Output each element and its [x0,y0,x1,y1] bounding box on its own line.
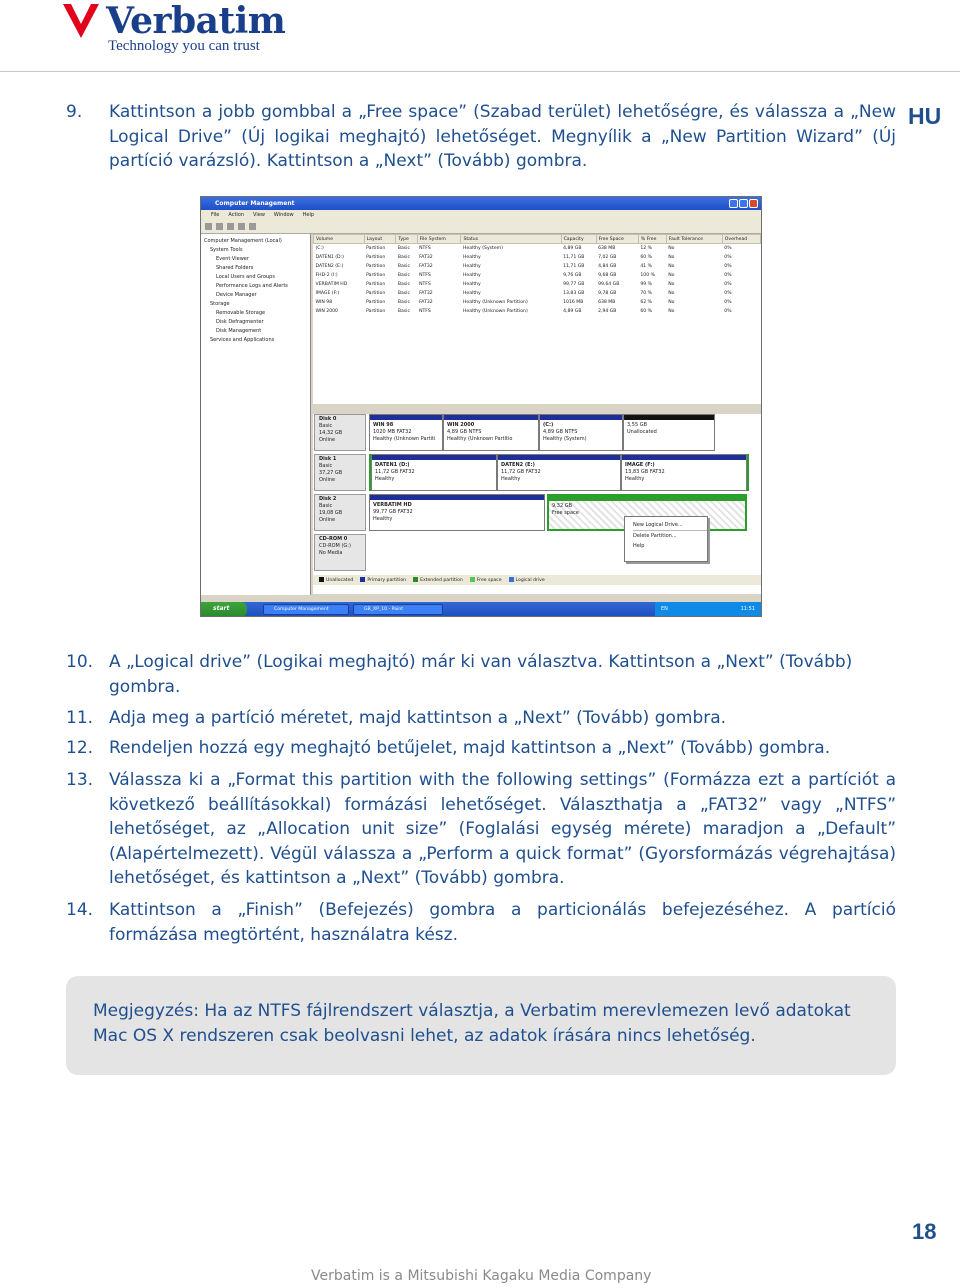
taskbar [201,602,761,617]
step-number: 12. [66,738,94,758]
table-cell: NTFS [419,272,431,278]
table-cell: WIN 2000 [315,308,338,314]
table-cell: No [668,281,675,287]
disk-graphical-view [313,414,761,594]
table-cell: 0% [724,281,732,287]
table-cell: FAT32 [419,263,433,269]
column-header[interactable]: Type [396,235,417,244]
verbatim-logo-mark-icon [60,2,102,42]
window-titlebar [201,197,761,210]
step-text: Rendeljen hozzá egy meghajtó betűjelet, majd kattintson a „Next” (Tovább) gombra. [109,738,831,758]
free-space-block: 9,32 GB Free space [547,494,747,531]
context-menu [624,516,708,562]
table-cell: 4,89 GB [563,308,582,314]
table-cell: (C:) [315,245,324,251]
partition-block: IMAGE (F:) 13,83 GB FAT32 Healthy [621,454,747,491]
table-cell: Healthy (Unknown Partition) [462,299,528,305]
header-divider [0,71,960,72]
table-cell: WIN 98 [315,299,333,305]
table-cell: 70 % [640,290,653,296]
table-cell: 41 % [640,263,653,269]
brand-tagline: Technology you can trust [108,38,260,54]
table-cell: 12 % [640,245,653,251]
taskbar-button[interactable]: GB_XP_10 - Paint [353,604,443,615]
table-cell: 0% [724,308,732,314]
step-text: Válassza ki a „Format this partition with the following settings” (Formázza ezt a partíciót a következő beállításokkal) formázási lehetőséget. Választhatja a „FAT32” vagy „NTFS” lehetőséget, az „Allocation unit size” (Foglalási egység mérete) maradjon a „Default” (Alapértelmezett). Végül válassza a „Perform a quick format” (Gyorsformázás végrehajtása) lehetőséget, és kattintson a „Next” (Tovább) gombra. [109,770,896,888]
tree-item: Disk Management [216,328,262,334]
column-header[interactable]: Overhead [722,235,760,244]
partition-block: VERBATIM HD 99,77 GB FAT32 Healthy [369,494,545,531]
table-cell: No [668,254,675,260]
volume-table [313,234,761,316]
table-cell: Basic [397,263,410,269]
table-cell: Healthy [462,290,481,296]
table-cell: No [668,299,675,305]
table-cell: No [668,245,675,251]
page-number: 18 [912,1219,937,1244]
table-cell: Healthy (System) [462,245,503,251]
forward-icon [216,223,223,230]
tree-item: Removable Storage [216,310,266,316]
table-cell: Basic [397,254,410,260]
step-text: Kattintson a jobb gombbal a „Free space” (Szabad terület) lehetőségre, és válassza a „New Logical Drive” (Új logikai meghajtó) lehetőséget. Megnyílik a „New Partition Wizard” (Új partíció varázsló). Kattintson a „Next” (Tovább) gombra. [109,102,896,171]
disk-label: Disk 0 Basic 14,32 GB Online [314,414,366,451]
maximize-icon [739,199,748,208]
table-cell: 2,94 GB [598,308,617,314]
disk-label: Disk 1 Basic 37,27 GB Online [314,454,366,491]
tree-item: Disk Defragmenter [216,319,264,325]
table-cell: 4,89 GB [563,245,582,251]
table-cell: 638 MB [598,299,616,305]
table-cell: 99,64 GB [598,281,620,287]
partition-block: WIN 2000 4,89 GB NTFS Healthy (Unknown Partitio [443,414,539,451]
step-13 [0,768,900,893]
table-cell: Partition [366,281,386,287]
column-header[interactable]: File System [417,235,461,244]
note-box [66,976,896,1075]
table-cell: FAT32 [419,299,433,305]
volume-list [313,234,761,404]
step-11 [0,706,900,732]
table-cell: VERBATIM HD [315,281,348,287]
menu-action: Action [228,212,245,218]
step-text: Kattintson a „Finish” (Befejezés) gombra a particionálás befejezéséhez. A partíció formázása megtörtént, használatra kész. [109,900,896,945]
column-header[interactable]: Fault Tolerance [666,235,722,244]
close-icon [749,199,758,208]
disk-legend [313,575,761,585]
step-14 [0,898,900,948]
window-toolbar [201,220,761,234]
menu-help: Help [302,212,315,218]
column-header[interactable]: Free Space [596,235,638,244]
disk-row [313,414,761,451]
tree-item: Event Viewer [216,256,249,262]
table-row[interactable] [314,289,761,298]
table-cell: 11,71 GB [563,263,585,269]
step-10 [0,650,900,700]
table-cell: FAT32 [419,254,433,260]
note-text: Megjegyzés: Ha az NTFS fájlrendszert választja, a Verbatim merevlemezen levő adatokat Mac OS X rendszeren csak beolvasni lehet, az adatok írására nincs lehetőség. [93,1001,851,1046]
table-cell: Basic [397,272,410,278]
tree-item: Storage [210,301,230,307]
verbatim-logo [60,0,286,58]
table-cell: Healthy [462,272,481,278]
step-number: 9. [66,102,83,122]
menu-item-new-logical-drive[interactable]: New Logical Drive... [633,520,707,531]
up-icon [227,223,234,230]
table-cell: 0% [724,245,732,251]
disk-label: CD-ROM 0 CD-ROM (G:) No Media [314,534,366,571]
step-9 [0,100,900,175]
table-cell: 638 MB [598,245,616,251]
table-cell: Basic [397,290,410,296]
window-title: Computer Management [215,200,295,207]
menu-item-help[interactable]: Help [633,543,645,549]
tree-item: Shared Folders [216,265,254,271]
table-cell: NTFS [419,281,431,287]
table-cell: NTFS [419,308,431,314]
table-row[interactable] [314,307,761,316]
menu-file: File [211,212,220,218]
partition-block: DATEN2 (E:) 11,72 GB FAT32 Healthy [497,454,621,491]
tree-item: Device Manager [216,292,257,298]
table-cell: Partition [366,263,386,269]
table-row[interactable] [314,253,761,262]
column-header[interactable]: Volume [314,235,365,244]
console-tree [201,234,311,595]
tree-item: Performance Logs and Alerts [216,283,288,289]
table-row[interactable] [314,271,761,280]
start-button[interactable]: start [201,602,247,617]
table-cell: No [668,290,675,296]
legend-item: Free space [470,577,502,585]
partition-block: DATEN1 (D:) 11,72 GB FAT32 Healthy [371,454,497,491]
step-number: 13. [66,770,94,790]
step-text: A „Logical drive” (Logikai meghajtó) már ki van választva. Kattintson a „Next” (Tovább) gombra. [109,652,853,697]
step-number: 11. [66,708,94,728]
tree-item: Computer Management (Local) [204,238,282,244]
table-row[interactable] [314,244,761,253]
table-cell: 0% [724,254,732,260]
table-cell: 99,77 GB [563,281,585,287]
table-cell: 1016 MB [563,299,584,305]
table-cell: 0% [724,299,732,305]
table-cell: 60 % [640,254,653,260]
column-header[interactable]: Status [461,235,561,244]
table-cell: Partition [366,272,386,278]
brand-name: Verbatim [106,0,286,42]
back-icon [205,223,212,230]
taskbar-button[interactable]: Computer Management [263,604,349,615]
menu-view: View [253,212,265,218]
table-cell: Basic [397,299,410,305]
table-cell: Basic [397,281,410,287]
table-cell: 9,78 GB [598,290,617,296]
table-cell: 0% [724,263,732,269]
table-row[interactable] [314,262,761,271]
system-tray [655,602,761,617]
help-icon [249,223,256,230]
minimize-icon [729,199,738,208]
table-cell: 7,02 GB [598,254,617,260]
table-row[interactable] [314,298,761,307]
menu-item-delete-partition[interactable]: Delete Partition... [633,533,677,539]
table-cell: FAT32 [419,290,433,296]
table-cell: No [668,308,675,314]
tray-language: EN [661,606,668,612]
table-cell: 13,83 GB [563,290,585,296]
step-text: Adja meg a partíció méretet, majd kattintson a „Next” (Tovább) gombra. [109,708,727,728]
table-cell: Basic [397,245,410,251]
table-cell: No [668,272,675,278]
legend-item: Extended partition [413,577,463,585]
legend-item: Logical drive [509,577,545,585]
table-cell: IMAGE (F:) [315,290,340,296]
disk-row [313,454,761,491]
column-header[interactable]: % Free [638,235,666,244]
table-cell: Partition [366,254,386,260]
tree-item: Local Users and Groups [216,274,275,280]
window-menubar [201,210,761,220]
footer-text: Verbatim is a Mitsubishi Kagaku Media Company [311,1268,652,1284]
table-cell: DATEN1 (D:) [315,254,344,260]
tray-clock: 11:51 [740,606,755,612]
step-number: 14. [66,900,94,920]
table-cell: 60 % [640,308,653,314]
table-cell: 100 % [640,272,655,278]
table-cell: NTFS [419,245,431,251]
partition-block: (C:) 4,89 GB NTFS Healthy (System) [539,414,623,451]
table-cell: 4,84 GB [598,263,617,269]
partition-block: WIN 98 1020 MB FAT32 Healthy (Unknown Partiti [369,414,443,451]
table-cell: FHD-2 (I:) [315,272,338,278]
table-cell: 0% [724,272,732,278]
table-row[interactable] [314,280,761,289]
column-header[interactable]: Layout [364,235,396,244]
table-cell: Partition [366,299,386,305]
step-number: 10. [66,652,94,672]
partition-block: 3,55 GB Unallocated [623,414,715,451]
tree-item: System Tools [210,247,243,253]
table-cell: Healthy [462,281,481,287]
step-12 [0,736,900,762]
table-cell: 0% [724,290,732,296]
table-cell: Partition [366,245,386,251]
table-cell: 9,76 GB [563,272,582,278]
properties-icon [238,223,245,230]
legend-item: Unallocated [319,577,353,585]
table-cell: Healthy [462,263,481,269]
table-cell: Healthy (Unknown Partition) [462,308,528,314]
table-cell: Basic [397,308,410,314]
table-cell: 99 % [640,281,653,287]
table-cell: 9,68 GB [598,272,617,278]
table-cell: Partition [366,308,386,314]
legend-item: Primary partition [360,577,406,585]
table-cell: No [668,263,675,269]
tree-item: Services and Applications [210,337,275,343]
computer-management-screenshot [200,196,762,617]
table-cell: DATEN2 (E:) [315,263,344,269]
table-cell: 11,71 GB [563,254,585,260]
language-tag: HU [908,103,942,129]
menu-window: Window [273,212,294,218]
table-cell: 62 % [640,299,653,305]
table-cell: Healthy [462,254,481,260]
disk-label: Disk 2 Basic 19,08 GB Online [314,494,366,531]
column-header[interactable]: Capacity [561,235,596,244]
table-cell: Partition [366,290,386,296]
